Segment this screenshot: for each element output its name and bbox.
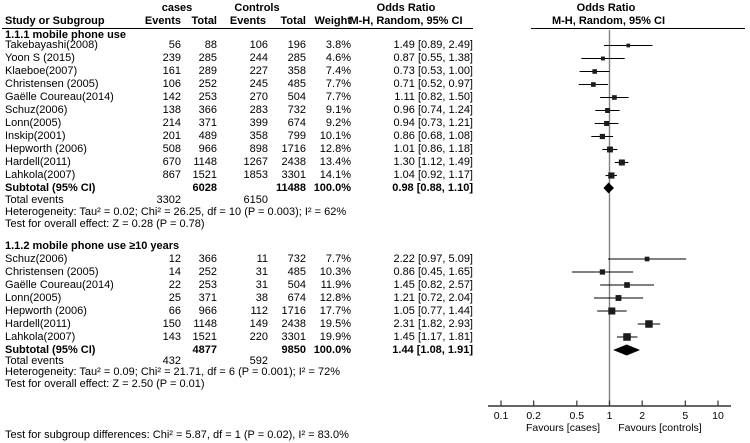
control-total: 674	[287, 117, 306, 129]
cases-total: 1521	[192, 169, 217, 181]
or-method-header-left: M-H, Random, 95% CI	[349, 15, 463, 27]
study-name: Lonn(2005)	[5, 291, 62, 304]
subtotal-weight: 100.0%	[313, 343, 351, 356]
or-ci-text: 1.45 [1.17, 1.81]	[393, 330, 473, 343]
study-row	[0, 65, 750, 78]
cases-events: 670	[162, 156, 181, 168]
cases-events: 161	[162, 65, 181, 77]
control-total: 732	[287, 252, 306, 265]
subtotal-control-total: 9850	[281, 343, 306, 356]
or-ci-text: 2.31 [1.82, 2.93]	[393, 317, 473, 330]
control-events: 1853	[243, 169, 268, 181]
cases-total-col-header: Total	[191, 15, 217, 27]
control-total: 504	[287, 91, 306, 103]
control-events: 11	[256, 252, 268, 265]
study-weight: 11.9%	[320, 278, 351, 291]
cases-events: 22	[168, 278, 181, 291]
heterogeneity-text: Heterogeneity: Tau² = 0.02; Chi² = 26.25, df = 10 (P = 0.003); I² = 62%	[5, 206, 347, 218]
control-total: 1716	[281, 143, 306, 155]
subgroup-test-text: Test for subgroup differences: Chi² = 5.87, df = 1 (P = 0.02), I² = 83.0%	[5, 429, 349, 441]
cases-total: 285	[198, 52, 217, 64]
cases-events: 239	[162, 52, 181, 64]
cases-events: 106	[162, 78, 181, 90]
control-total: 504	[287, 278, 306, 291]
weight-col-header: Weight	[314, 15, 351, 27]
study-row	[0, 266, 750, 279]
control-events: 244	[249, 52, 268, 64]
study-weight: 7.7%	[325, 91, 351, 103]
cases-total: 966	[198, 304, 217, 317]
control-events: 31	[255, 265, 268, 278]
control-total: 485	[287, 265, 306, 278]
study-row	[0, 91, 750, 104]
overall-effect-row	[0, 218, 750, 231]
favours-cases-label: Favours [cases]	[525, 422, 601, 434]
study-weight: 19.5%	[319, 317, 351, 330]
cases-total: 371	[198, 291, 217, 304]
cases-events: 150	[162, 317, 181, 330]
header-group-row	[0, 2, 750, 15]
cases-total: 253	[198, 278, 217, 291]
control-total: 732	[287, 104, 306, 116]
study-weight: 7.4%	[325, 65, 351, 77]
study-row	[0, 305, 750, 318]
cases-total: 252	[198, 78, 217, 90]
study-row	[0, 143, 750, 156]
or-ci-text: 1.21 [0.72, 2.04]	[393, 291, 473, 304]
cases-total: 366	[198, 252, 217, 265]
or-ci-text: 1.11 [0.82, 1.50]	[394, 91, 473, 103]
cases-events: 56	[168, 39, 181, 51]
cases-events: 12	[168, 252, 181, 265]
cases-total: 371	[198, 117, 217, 129]
total-events-controls: 592	[249, 354, 268, 367]
or-method-header-right: M-H, Random, 95% CI	[551, 15, 666, 27]
control-events: 112	[250, 304, 268, 317]
cases-total: 489	[198, 130, 217, 142]
study-weight: 19.9%	[319, 330, 351, 343]
cases-events: 143	[162, 330, 181, 343]
subtotal-cases-total: 4877	[192, 343, 217, 356]
or-ci-text: 0.86 [0.68, 1.08]	[393, 130, 473, 142]
cases-total: 253	[198, 91, 217, 103]
control-events: 1267	[243, 156, 268, 168]
or-ci-text: 0.86 [0.45, 1.65]	[393, 265, 473, 278]
study-name: Schuz(2006)	[5, 252, 68, 265]
study-name: Christensen (2005)	[5, 265, 99, 278]
axis-tick-label: 10	[712, 410, 724, 422]
subtotal-control-total: 11488	[276, 181, 306, 194]
study-weight: 9.2%	[325, 117, 351, 129]
control-total-col-header: Total	[280, 15, 306, 27]
control-events: 270	[249, 91, 268, 103]
or-ci-text: 1.30 [1.12, 1.49]	[393, 156, 473, 168]
study-row	[0, 104, 750, 117]
study-col-header: Study or Subgroup	[5, 15, 105, 27]
controls-group-header: Controls	[234, 2, 280, 14]
section-label: 1.1.1 mobile phone use	[5, 28, 127, 41]
subgroup-test-row	[0, 429, 750, 442]
control-events: 149	[249, 317, 268, 330]
control-total: 674	[287, 291, 306, 304]
cases-total: 1521	[192, 330, 217, 343]
study-weight: 10.1%	[319, 130, 351, 142]
study-row	[0, 39, 750, 52]
study-weight: 12.8%	[319, 291, 351, 304]
section-label: 1.1.2 mobile phone use ≥10 years	[5, 239, 180, 252]
study-row	[0, 279, 750, 292]
study-name: Lonn(2005)	[5, 117, 62, 129]
study-weight: 14.1%	[319, 169, 351, 181]
study-row	[0, 331, 750, 344]
study-name: Gaëlle Coureau(2014)	[5, 278, 114, 291]
or-ci-text: 0.73 [0.53, 1.00]	[393, 65, 473, 77]
study-name: Hardell(2011)	[5, 156, 71, 168]
axis-tick-label: 0.2	[526, 410, 541, 422]
study-name: Hepworth (2006)	[5, 304, 87, 317]
study-row	[0, 318, 750, 331]
study-weight: 7.7%	[325, 252, 351, 265]
cases-total: 289	[198, 65, 217, 77]
control-total: 3301	[281, 169, 306, 181]
study-row	[0, 169, 750, 182]
overall-effect-text: Test for overall effect: Z = 0.28 (P = 0.78)	[5, 218, 205, 230]
favours-controls-label: Favours [controls]	[618, 422, 702, 434]
odds-ratio-title-right: Odds Ratio	[576, 2, 636, 14]
control-total: 1716	[281, 304, 306, 317]
total-events-label: Total events	[5, 194, 64, 206]
study-weight: 17.7%	[319, 304, 351, 317]
axis-tick-label: 1	[606, 410, 613, 422]
cases-group-header: cases	[161, 2, 193, 14]
subtotal-cases-total: 6028	[192, 181, 217, 194]
study-row	[0, 253, 750, 266]
control-events: 283	[249, 104, 268, 116]
control-total: 2438	[281, 156, 306, 168]
control-events: 106	[249, 39, 268, 51]
study-weight: 13.4%	[319, 156, 351, 168]
subtotal-ci-text: 0.98 [0.88, 1.10]	[392, 181, 473, 194]
control-events: 245	[249, 78, 268, 90]
cases-events-col-header: Events	[144, 15, 181, 27]
or-ci-text: 0.87 [0.55, 1.38]	[393, 52, 473, 64]
study-row	[0, 130, 750, 143]
axis-tick-label: 0.1	[493, 410, 509, 422]
study-weight: 7.7%	[325, 78, 351, 90]
control-total: 485	[287, 78, 306, 90]
cases-total: 252	[198, 265, 217, 278]
or-ci-text: 0.96 [0.74, 1.24]	[393, 104, 473, 116]
study-name: Inskip(2001)	[5, 130, 66, 142]
cases-total: 1148	[193, 156, 217, 168]
cases-events: 867	[162, 169, 181, 181]
total-events-cases: 3302	[156, 194, 181, 206]
cases-events: 66	[168, 304, 181, 317]
study-name: Schuz(2006)	[5, 104, 68, 116]
cases-events: 214	[162, 117, 181, 129]
study-weight: 12.8%	[319, 143, 351, 155]
study-name: Christensen (2005)	[5, 78, 99, 90]
study-row	[0, 78, 750, 91]
study-weight: 4.6%	[325, 52, 351, 64]
overall-effect-text: Test for overall effect: Z = 2.50 (P = 0.01)	[5, 377, 205, 390]
or-ci-text: 0.71 [0.52, 0.97]	[393, 78, 473, 90]
cases-total: 88	[204, 39, 217, 51]
or-ci-text: 0.94 [0.73, 1.21]	[393, 117, 473, 129]
subtotal-label: Subtotal (95% CI)	[5, 343, 96, 356]
study-weight: 3.8%	[325, 39, 351, 51]
axis-tick-label: 0.5	[569, 410, 585, 422]
cases-events: 142	[162, 91, 181, 103]
study-name: Lahkola(2007)	[5, 330, 76, 343]
cases-total: 366	[198, 104, 217, 116]
control-total: 196	[287, 39, 306, 51]
cases-events: 14	[168, 265, 181, 278]
control-events: 220	[249, 330, 268, 343]
control-total: 2438	[281, 317, 306, 330]
cases-events: 201	[162, 130, 181, 142]
control-events: 358	[249, 130, 268, 142]
axis-tick-label: 5	[682, 410, 689, 422]
or-ci-text: 1.01 [0.86, 1.18]	[393, 143, 473, 155]
cases-total: 1148	[193, 317, 217, 330]
subtotal-weight: 100.0%	[313, 181, 351, 194]
cases-events: 508	[162, 143, 181, 155]
total-events-controls: 6150	[243, 194, 268, 206]
control-events: 898	[249, 143, 268, 155]
cases-events: 25	[168, 291, 181, 304]
study-name: Hepworth (2006)	[5, 143, 87, 155]
study-weight: 9.1%	[325, 104, 351, 116]
subtotal-ci-text: 1.44 [1.08, 1.91]	[392, 343, 473, 356]
control-events: 31	[255, 278, 268, 291]
or-ci-text: 2.22 [0.97, 5.09]	[393, 252, 473, 265]
subtotal-row	[0, 182, 750, 195]
study-name: Hardell(2011)	[5, 317, 71, 330]
or-ci-text: 1.49 [0.89, 2.49]	[393, 39, 473, 51]
study-row	[0, 117, 750, 130]
odds-ratio-title-left: Odds Ratio	[376, 2, 436, 14]
control-events-col-header: Events	[229, 15, 266, 27]
heterogeneity-text: Heterogeneity: Tau² = 0.09; Chi² = 21.71, df = 6 (P = 0.001); I² = 72%	[5, 366, 340, 378]
section-label-row	[0, 240, 750, 253]
overall-effect-row	[0, 378, 750, 391]
study-name: Klaeboe(2007)	[5, 65, 78, 77]
or-ci-text: 1.05 [0.77, 1.44]	[393, 304, 473, 317]
study-row	[0, 292, 750, 305]
or-ci-text: 1.45 [0.82, 2.57]	[393, 278, 473, 291]
control-total: 3301	[281, 330, 306, 343]
control-total: 285	[287, 52, 306, 64]
total-events-label: Total events	[5, 354, 64, 367]
cases-events: 138	[162, 104, 181, 116]
or-ci-text: 1.04 [0.92, 1.17]	[393, 169, 473, 181]
total-events-cases: 432	[162, 354, 181, 367]
control-events: 227	[249, 65, 268, 77]
subtotal-label: Subtotal (95% CI)	[5, 181, 96, 194]
control-total: 358	[287, 65, 306, 77]
cases-total: 966	[198, 143, 217, 155]
study-row	[0, 156, 750, 169]
axis-tick-label: 2	[639, 410, 646, 422]
study-row	[0, 52, 750, 65]
study-name: Lahkola(2007)	[5, 169, 76, 181]
header-column-row	[0, 15, 750, 28]
control-events: 38	[255, 291, 268, 304]
control-total: 799	[287, 130, 306, 142]
study-weight: 10.3%	[319, 265, 351, 278]
study-name: Yoon S (2015)	[5, 52, 75, 64]
study-name: Gaëlle Coureau(2014)	[5, 91, 114, 103]
control-events: 399	[249, 117, 268, 129]
study-name: Takebayashi(2008)	[5, 39, 98, 51]
